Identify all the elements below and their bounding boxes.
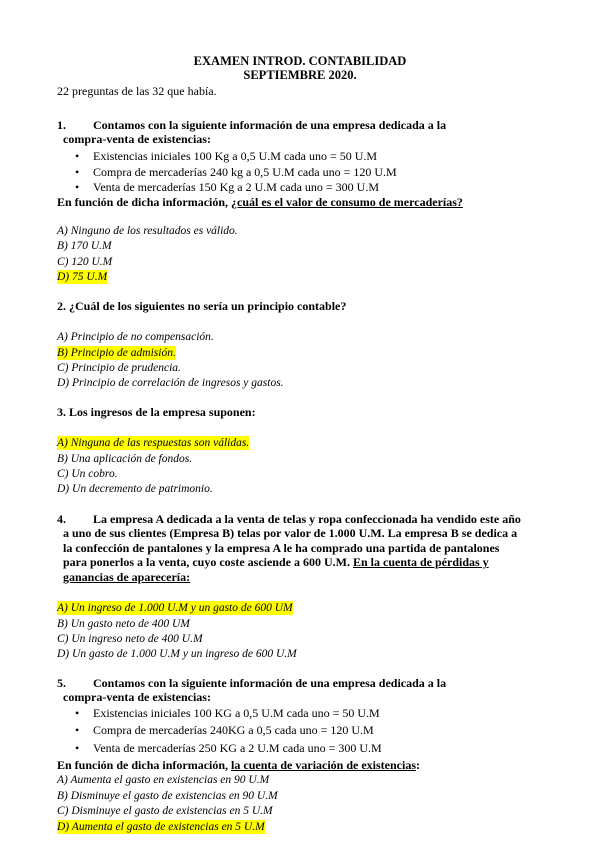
question-number: 1.	[57, 118, 66, 132]
option-b: B) Una aplicación de fondos.	[57, 453, 193, 465]
option-b: B) 170 U.M	[57, 240, 112, 252]
option-a: A) Principio de no compensación.	[57, 331, 214, 343]
option-d: D) Principio de correlación de ingresos y gastos.	[57, 377, 284, 389]
bullet-item: • Existencias iniciales 100 Kg a 0,5 U.M cada uno = 50 U.M	[93, 149, 377, 163]
document-title: EXAMEN INTROD. CONTABILIDAD	[193, 54, 407, 68]
option-c: C) Disminuye el gasto de existencias en 5 U.M	[57, 805, 273, 817]
option-c: C) Un ingreso neto de 400 U.M	[57, 633, 203, 645]
option-c: C) 120 U.M	[57, 256, 113, 268]
option-b-highlighted: B) Principio de admisión.	[57, 347, 176, 359]
option-a: A) Ninguno de los resultados es válido.	[57, 225, 238, 237]
prompt-underlined: ganancias de aparecería:	[63, 570, 191, 584]
option-b: B) Disminuye el gasto de existencias en 90 U.M	[57, 790, 278, 802]
question-intro: compra-venta de existencias:	[63, 690, 211, 704]
option-a-highlighted: A) Ninguna de las respuestas son válidas.	[57, 437, 250, 449]
prompt-underlined: la cuenta de variación de existencias	[231, 758, 417, 772]
prompt-text: En función de dicha información,	[57, 758, 232, 772]
question-intro: compra-venta de existencias:	[63, 132, 211, 146]
question-prompt	[57, 758, 420, 772]
bullet-item: • Venta de mercaderías 250 KG a 2 U.M cada uno = 300 U.M	[93, 741, 382, 755]
prompt-text: En función de dicha información,	[57, 195, 232, 209]
prompt-text: para ponerlos a la venta, cuyo coste asciende a 600 U.M.	[63, 555, 353, 569]
question-line: La empresa A dedicada a la venta de telas y ropa confeccionada ha vendido este año	[93, 512, 521, 526]
question-prompt	[57, 195, 463, 209]
question-intro: Contamos con la siguiente información de una empresa dedicada a la	[93, 676, 447, 690]
question-number: 4.	[57, 512, 66, 526]
question-line	[63, 555, 489, 569]
bullet-item: • Venta de mercaderías 150 Kg a 2 U.M cada uno = 300 U.M	[93, 180, 379, 194]
bullet-item: • Compra de mercaderías 240 kg a 0,5 U.M cada uno = 120 U.M	[93, 165, 397, 179]
question-number: 5.	[57, 676, 66, 690]
bullet-item: • Existencias iniciales 100 KG a 0,5 U.M cada uno = 50 U.M	[93, 706, 380, 720]
question-line: la confección de pantalones y la empresa A le ha comprado una partida de pantalones	[63, 541, 500, 555]
option-d: D) Un gasto de 1.000 U.M y un ingreso de 600 U.M	[57, 648, 297, 660]
option-a: A) Aumenta el gasto en existencias en 90 U.M	[57, 774, 270, 786]
option-d-highlighted: D) 75 U.M	[57, 271, 108, 283]
document-note: 22 preguntas de las 32 que había.	[57, 84, 217, 98]
question-text: 2. ¿Cuál de los siguientes no sería un principio contable?	[57, 299, 347, 313]
option-a-highlighted: A) Un ingreso de 1.000 U.M y un gasto de 600 UM	[57, 602, 293, 614]
question-line: a uno de sus clientes (Empresa B) telas por valor de 1.000 U.M. La empresa B se dedica a	[63, 526, 518, 540]
bullet-item: • Compra de mercaderías 240KG a 0,5 cada uno = 120 U.M	[93, 723, 374, 737]
document-subtitle: SEPTIEMBRE 2020.	[243, 68, 357, 82]
prompt-underlined: ¿cuál es el valor de consumo de mercaderías?	[231, 195, 463, 209]
option-d-highlighted: D) Aumenta el gasto de existencias en 5 U.M	[57, 821, 265, 833]
option-c: C) Principio de prudencia.	[57, 362, 181, 374]
option-d: D) Un decremento de patrimonio.	[57, 483, 213, 495]
question-intro: Contamos con la siguiente información de una empresa dedicada a la	[93, 118, 447, 132]
option-b: B) Un gasto neto de 400 UM	[57, 618, 190, 630]
prompt-suffix: :	[416, 758, 421, 772]
prompt-underlined: En la cuenta de pérdidas y	[352, 555, 489, 569]
option-c: C) Un cobro.	[57, 468, 118, 480]
question-text: 3. Los ingresos de la empresa suponen:	[57, 405, 256, 419]
